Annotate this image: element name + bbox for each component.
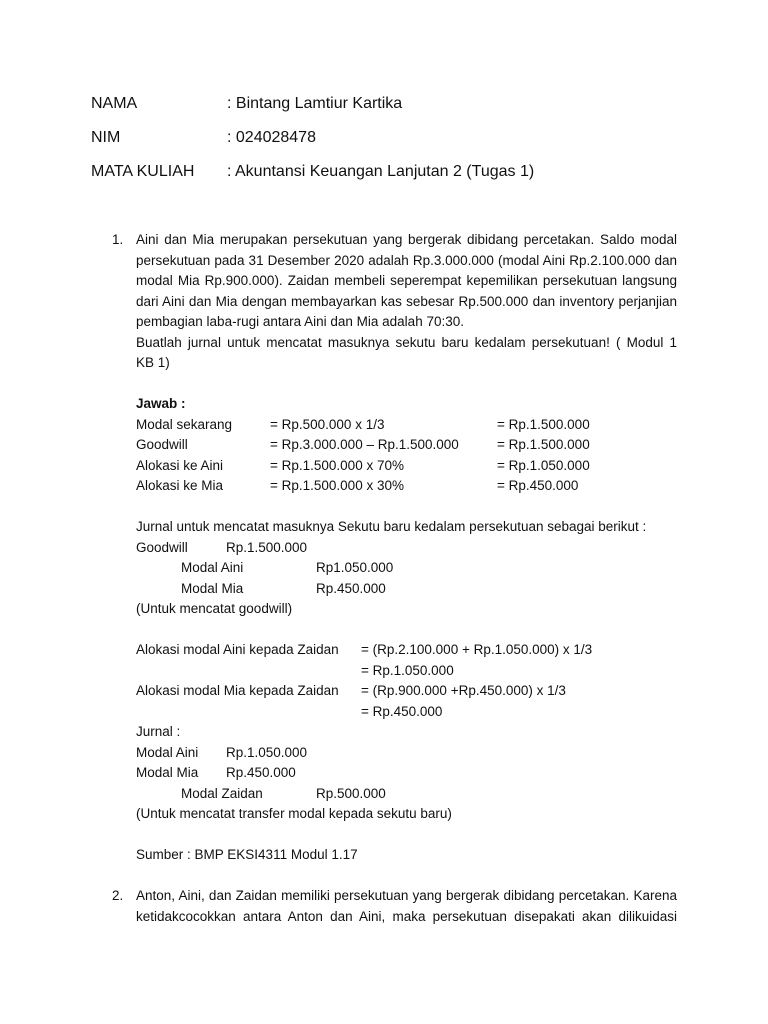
header-label: NIM bbox=[91, 129, 121, 146]
allocation-formula: = (Rp.2.100.000 + Rp.1.050.000) x 1/3 bbox=[361, 642, 593, 657]
journal-debit-account: Modal Aini bbox=[136, 744, 199, 760]
calc-formula: = Rp.500.000 x 1/3 bbox=[270, 416, 385, 432]
header-row-nama bbox=[91, 94, 402, 114]
calc-result: = Rp.450.000 bbox=[497, 478, 579, 493]
journal-note: (Untuk mencatat transfer modal kepada sekutu baru) bbox=[136, 806, 452, 821]
journal-credit-amount: Rp1.050.000 bbox=[316, 560, 394, 575]
question-1-line: pembagian laba-rugi antara Aini dan Mia adalah 70:30. bbox=[136, 314, 464, 329]
calc-formula: = Rp.1.500.000 x 30% bbox=[270, 478, 404, 493]
question-1-instruction: Buatlah jurnal untuk mencatat masuknya sekutu baru kedalam persekutuan! ( Modul 1 bbox=[136, 334, 677, 350]
question-1-line: dari Aini dan Mia dengan membayarkan kas sebesar Rp.500.000 dan inventory perjanjian bbox=[136, 293, 677, 309]
source-reference: Sumber : BMP EKSI4311 Modul 1.17 bbox=[136, 847, 358, 862]
header-value: : 024028478 bbox=[227, 129, 316, 146]
calc-label: Alokasi ke Aini bbox=[136, 457, 224, 473]
header-label: NAMA bbox=[91, 95, 138, 112]
allocation-formula: = (Rp.900.000 +Rp.450.000) x 1/3 bbox=[361, 683, 566, 698]
question-2-line: ketidakcocokkan antara Anton dan Aini, maka persekutuan disepakati akan dilikuidasi bbox=[136, 908, 677, 924]
journal-credit-amount: Rp.450.000 bbox=[316, 580, 386, 596]
journal-credit-amount: Rp.500.000 bbox=[316, 785, 386, 801]
question-1-line: modal Mia Rp.900.000). Zaidan membeli seperempat kepemilikan persekutuan langsung bbox=[136, 273, 677, 288]
journal-debit-amount: Rp.1.500.000 bbox=[226, 539, 308, 555]
journal-credit-account: Modal Zaidan bbox=[181, 785, 263, 801]
journal-debit-account: Goodwill bbox=[136, 539, 188, 555]
calc-formula: = Rp.3.000.000 – Rp.1.500.000 bbox=[270, 437, 459, 452]
calc-label: Goodwill bbox=[136, 437, 188, 452]
calc-result: = Rp.1.500.000 bbox=[497, 437, 590, 452]
question-2-line: Anton, Aini, dan Zaidan memiliki persekutuan yang bergerak dibidang percetakan. Karena bbox=[136, 888, 677, 903]
header-label: MATA KULIAH bbox=[91, 163, 195, 180]
calc-label: Modal sekarang bbox=[136, 416, 233, 432]
allocation-label: Alokasi modal Mia kepada Zaidan bbox=[136, 683, 339, 698]
journal-intro: Jurnal untuk mencatat masuknya Sekutu baru kedalam persekutuan sebagai berikut : bbox=[136, 519, 647, 534]
calc-result: = Rp.1.500.000 bbox=[497, 416, 590, 432]
journal-credit-account: Modal Aini bbox=[181, 560, 244, 575]
journal-credit-account: Modal Mia bbox=[181, 580, 244, 596]
header-row-mata-kuliah bbox=[91, 162, 534, 182]
journal-debit-amount: Rp.450.000 bbox=[226, 765, 296, 780]
allocation-label: Alokasi modal Aini kepada Zaidan bbox=[136, 642, 339, 657]
calc-result: = Rp.1.050.000 bbox=[497, 457, 590, 473]
question-1-number: 1. bbox=[112, 232, 124, 247]
allocation-result: = Rp.1.050.000 bbox=[361, 662, 454, 678]
journal-note: (Untuk mencatat goodwill) bbox=[136, 601, 293, 616]
journal-debit-amount: Rp.1.050.000 bbox=[226, 744, 308, 760]
question-1-line: persekutuan pada 31 Desember 2020 adalah Rp.3.000.000 (modal Aini Rp.2.100.000 dan bbox=[136, 252, 677, 268]
question-1-instruction: KB 1) bbox=[136, 355, 170, 370]
calc-formula: = Rp.1.500.000 x 70% bbox=[270, 457, 404, 473]
header-value: : Bintang Lamtiur Kartika bbox=[227, 95, 403, 112]
question-1-line: Aini dan Mia merupakan persekutuan yang bergerak dibidang percetakan. Saldo modal bbox=[136, 232, 677, 247]
journal-debit-account: Modal Mia bbox=[136, 765, 199, 780]
answer-label: Jawab : bbox=[136, 396, 186, 411]
header-value: : Akuntansi Keuangan Lanjutan 2 (Tugas 1) bbox=[227, 163, 535, 180]
allocation-result: = Rp.450.000 bbox=[361, 703, 443, 719]
calc-label: Alokasi ke Mia bbox=[136, 478, 224, 493]
journal-label: Jurnal : bbox=[136, 724, 181, 739]
header-row-nim bbox=[91, 128, 316, 148]
question-2-number: 2. bbox=[112, 888, 124, 903]
